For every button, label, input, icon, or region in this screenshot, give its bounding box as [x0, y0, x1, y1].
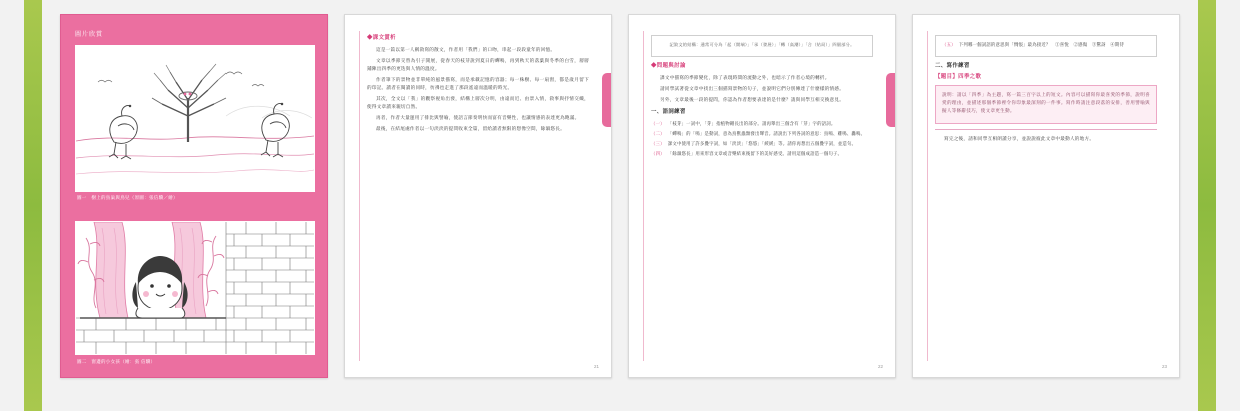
- page2-content: [345, 15, 611, 377]
- page4-item-mark: （五）: [942, 42, 956, 47]
- page4-tail-text: 寫完之後，請和同學互相朗讀分享，並說說彼此文章中最動人的地方。: [944, 136, 1095, 142]
- page4-number: 23: [1161, 364, 1167, 369]
- page3-content: [629, 15, 895, 377]
- page2-number: 21: [593, 364, 599, 369]
- page3-section-vocab: [651, 109, 873, 157]
- page1-caption-1: 圖一 樹上的鳥巢與鳥兒（原圖：張信驥／繪）: [77, 195, 178, 200]
- page3-number: 22: [877, 364, 883, 369]
- page-thumbnail-2[interactable]: [344, 14, 612, 378]
- page-strip: [60, 14, 1180, 396]
- illustration-girl-at-window: [75, 221, 315, 355]
- page3-top-note-text: 記敘文的結構：通常可分為「起（開端）」「承（發展）」「轉（高潮）」「合（結局）」四個部分。: [669, 42, 855, 47]
- page4-top-item: [935, 35, 1157, 57]
- page3-heading-vocab: 一、語詞練習: [651, 109, 686, 115]
- page1-caption-2: 圖二 窗邊的小女孩（繪：張 信驥）: [77, 359, 156, 364]
- page3-item-4-mark: （四）: [651, 150, 665, 156]
- list-item: [651, 150, 873, 157]
- page3-item-2-text: 「蟬鳴」的「鳴」是動詞，意為鳥獸蟲類發出聲音。請說出下列各詞的意思：鳥鳴、雞鳴、轟鳴。: [667, 130, 866, 136]
- page-thumbnail-1[interactable]: [60, 14, 328, 378]
- page3-item-2-mark: （二）: [651, 130, 665, 136]
- page4-instruction-box: [935, 85, 1157, 124]
- page2-para-1: 這是一篇以第一人稱敘寫的散文，作者用「我們」的口吻，串起一段段童年的回憶。: [376, 46, 556, 52]
- page4-section-writing: [935, 63, 1157, 143]
- decorative-right-bar: [1198, 0, 1216, 411]
- page2-para-4: 其次，全文以「我」的觀察視角出發，結構上層次分明，由遠而近、由景入情，敘事與抒情交織，使得文章讀來親切自然。: [367, 95, 589, 109]
- page3-item-3-mark: （三）: [651, 140, 665, 146]
- list-item: [651, 120, 873, 127]
- page-thumbnail-3[interactable]: [628, 14, 896, 378]
- page3-para-2: 請同學試著從文章中找出三個描寫景物的句子，並說明它們分別傳達了什麼樣的情感。: [660, 85, 845, 91]
- page2-section-analysis: [367, 35, 589, 133]
- page2-para-5: 再者，作者大量運用了排比與譬喻，使語言節奏明快而富有音樂性，也讓情感的表達更為飽滿。: [376, 114, 580, 120]
- page3-item-4-text: 「餘韻悠長」用來形容文章或音樂結束後留下的美好感受。請用這個成語造一個句子。: [667, 150, 843, 156]
- page1-header: 圖片欣賞: [75, 32, 104, 38]
- page3-top-note: [651, 35, 873, 57]
- page2-para-2: 文章以季節交替為引子開展，從春天的枝芽說到夏日的蟬鳴，再到秋天的落葉與冬季的白雪，層層鋪陳出四季的更迭與人情的溫度。: [367, 57, 589, 71]
- page3-para-3: 另外，文章最後一段的提問，你認為作者想要表達的是什麼？請與同學互相交換意見。: [660, 96, 845, 102]
- page2-para-6: 最後，在結尾處作者以一句淡淡的提問收束全篇，留給讀者無限的想像空間，餘韻悠長。: [376, 125, 565, 131]
- page4-divider: [935, 129, 1157, 130]
- page2-para-3: 作者筆下的景物並非單純的風景描寫，而是承載記憶的容器；每一株樹、每一扇窗，都是歲月留下的印記。讀者在閱讀的同時，彷彿也走進了那段遙遠而溫暖的時光。: [367, 76, 589, 90]
- page3-section-discussion: [651, 63, 873, 104]
- page3-item-1-mark: （一）: [651, 120, 665, 126]
- page3-para-1: 課文中描寫的季節變化，除了表現時間的流動之外，也暗示了作者心境的轉折。: [660, 74, 830, 80]
- page4-item-text: 下列哪一個詞語的意思與「惆悵」最為接近？ ①喜悅 ②感傷 ③驚訝 ④期待: [958, 42, 1125, 47]
- page2-heading: ◆課文賞析: [367, 35, 396, 41]
- page-thumbnail-4[interactable]: [912, 14, 1180, 378]
- page3-item-3-text: 課文中使用了許多疊字詞，如「淡淡」「悠悠」「緩緩」等。請你再想出五個疊字詞，並造句。: [667, 140, 857, 146]
- page3-heading-discussion: ◆問題與討論: [651, 63, 686, 70]
- page3-item-1-text: 「枝芽」一詞中，「芽」指植物剛長出的部分。請再舉出三個含有「芽」字的語詞。: [667, 120, 836, 126]
- page4-heading-writing: 二、寫作練習: [935, 62, 970, 69]
- list-item: [651, 140, 873, 147]
- page4-instruction-text: 說明：請以「四季」為主題，寫一篇三百字以上的短文。內容可以描寫你最喜愛的季節，說明喜愛的理由，並描述那個季節裡令你印象最深刻的一件事。寫作時請注意段落的安排，善用譬喻與擬人等修辭技巧，使文章更生動。: [942, 92, 1150, 114]
- decorative-left-bar: [24, 0, 42, 411]
- list-item: [651, 130, 873, 137]
- list-item: [942, 41, 1150, 48]
- illustration-tree-and-birds: [75, 45, 315, 192]
- page4-content: [913, 15, 1179, 377]
- page4-sub-heading: 【題目】四季之歌: [935, 73, 982, 80]
